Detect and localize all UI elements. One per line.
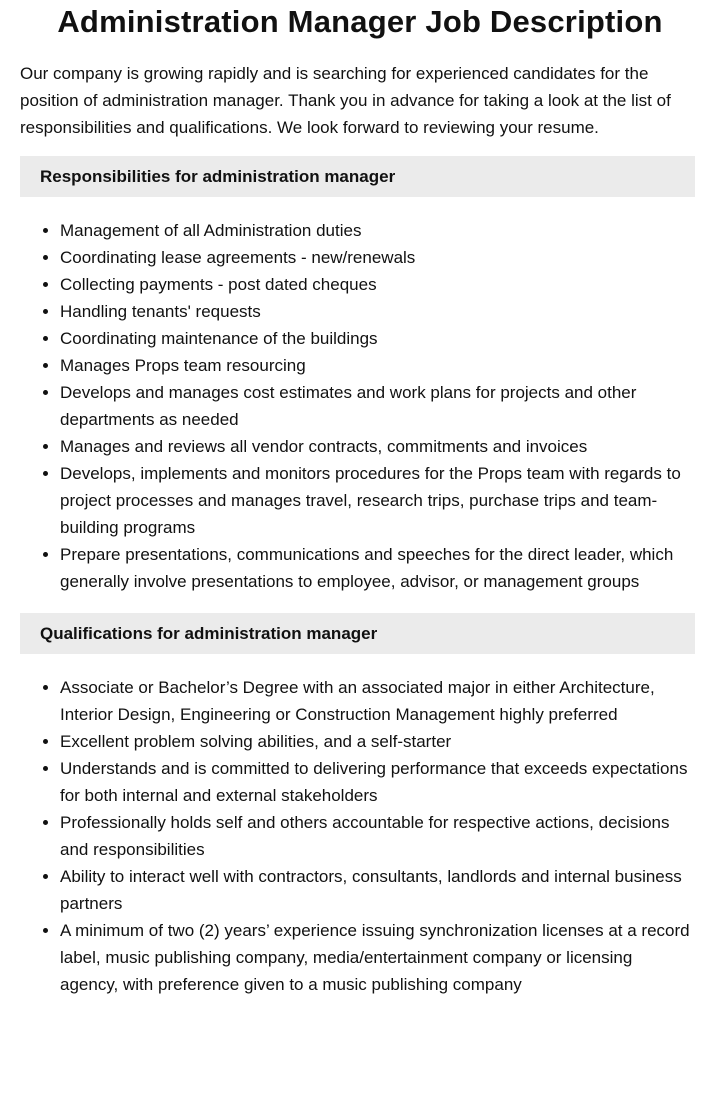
page-title: Administration Manager Job Description — [57, 4, 663, 39]
list-item: • Excellent problem solving abilities, and a self-starter — [60, 728, 700, 755]
qualifications-list — [20, 674, 700, 998]
list-item: • Coordinating lease agreements - new/renewals — [60, 244, 700, 271]
list-item: • Management of all Administration duties — [60, 217, 700, 244]
list-item: • Develops and manages cost estimates and work plans for projects and other departments as needed — [60, 379, 700, 433]
list-item: • Manages Props team resourcing — [60, 352, 700, 379]
responsibilities-heading: Responsibilities for administration manager — [20, 156, 695, 197]
list-item: • Collecting payments - post dated cheques — [60, 271, 700, 298]
list-item: • Ability to interact well with contractors, consultants, landlords and internal business partners — [60, 863, 700, 917]
list-item: • Handling tenants' requests — [60, 298, 700, 325]
responsibilities-list — [20, 217, 700, 595]
list-item: • Manages and reviews all vendor contracts, commitments and invoices — [60, 433, 700, 460]
list-item: • Professionally holds self and others accountable for respective actions, decisions and responsibilities — [60, 809, 700, 863]
list-item: • Associate or Bachelor’s Degree with an associated major in either Architecture, Interior Design, Engineering or Construction Management highly preferred — [60, 674, 700, 728]
list-item: • Prepare presentations, communications and speeches for the direct leader, which generally involve presentations to employee, advisor, or management groups — [60, 541, 700, 595]
list-item: • Coordinating maintenance of the buildings — [60, 325, 700, 352]
list-item: • Understands and is committed to delivering performance that exceeds expectations for both internal and external stakeholders — [60, 755, 700, 809]
list-item: • Develops, implements and monitors procedures for the Props team with regards to project processes and manages travel, research trips, purchase trips and team-building programs — [60, 460, 700, 541]
qualifications-heading: Qualifications for administration manager — [20, 613, 695, 654]
intro-paragraph: Our company is growing rapidly and is searching for experienced candidates for the position of administration manager. Thank you in advance for taking a look at the list of responsibilities and qualifications. We look forward to reviewing your resume. — [20, 64, 671, 137]
list-item: • A minimum of two (2) years’ experience issuing synchronization licenses at a record label, music publishing company, media/entertainment company or licensing agency, with preference given to a music publishing company — [60, 917, 700, 998]
